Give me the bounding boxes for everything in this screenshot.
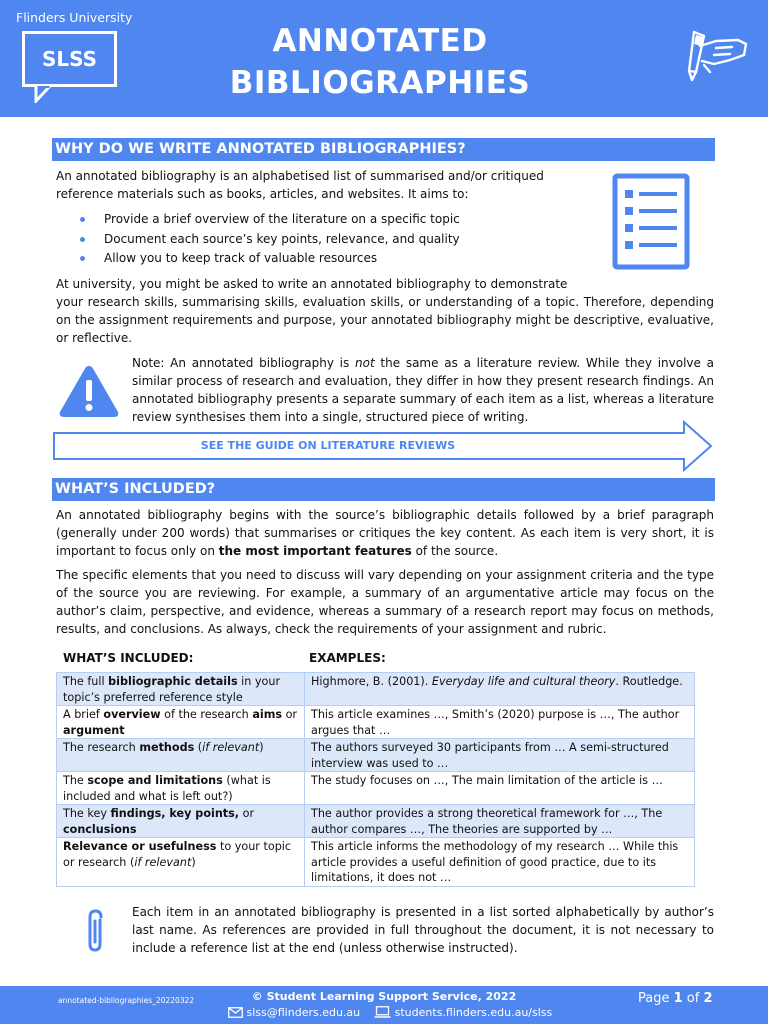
included-cell: Relevance or usefulness to your topic or research (if relevant) (57, 838, 305, 887)
table-body (57, 673, 695, 887)
table-row (57, 706, 695, 739)
table-row (57, 739, 695, 772)
note-emphasis: not (355, 356, 375, 370)
purpose-rest: your research skills, summarising skills, evaluation skills, or understanding of a topic. Therefore, depending on the assignment requirements and purpose, your annotated bibliography might be descriptive, evaluative, or reflective. (56, 295, 714, 345)
slss-logo (22, 31, 117, 87)
key-phrase: the most important features (218, 544, 412, 558)
list-item: Document each source’s key points, relevance, and quality (79, 230, 460, 250)
example-cell: The study focuses on …, The main limitation of the article is … (305, 772, 695, 805)
paperclip-icon (84, 908, 108, 954)
closing-paragraph: Each item in an annotated bibliography is presented in a list sorted alphabetically by author’s last name. As references are provided in full throughout the document, it is not necessary to include a reference list at the end (unless otherwise instructed). (132, 905, 714, 955)
included-cell: The key findings, key points, or conclusions (57, 805, 305, 838)
included-cell: The scope and limitations (what is included and what is left out?) (57, 772, 305, 805)
slss-logo-text: SLSS (41, 47, 98, 71)
page-footer (0, 986, 768, 1024)
included-paragraph-1: An annotated bibliography begins with the source’s bibliographic details followed by a brief paragraph (generally under 200 words) that summarises or critiques the key content. As each item is very short, it is important to focus only on the most important features of the source. (56, 508, 714, 558)
section-heading-included: WHAT’S INCLUDED? (52, 478, 715, 501)
email-link[interactable]: slss@flinders.edu.au (246, 1006, 361, 1019)
title-line-1: ANNOTATED (272, 23, 488, 59)
table-row (57, 673, 695, 706)
contact-line (228, 1006, 553, 1019)
purpose-line-1: At university, you might be asked to write an annotated bibliography to demonstrate (56, 277, 568, 291)
checklist-icon (612, 173, 690, 270)
intro-paragraph (56, 167, 578, 203)
literature-review-guide-link[interactable] (52, 420, 713, 472)
intro-line-2: reference materials such as books, articles, and websites. It aims to: (56, 187, 469, 201)
website-link[interactable]: students.flinders.edu.au/slss (394, 1006, 553, 1019)
page-title (184, 20, 576, 104)
example-cell: This article examines …, Smith’s (2020) purpose is …, The author argues that … (305, 706, 695, 739)
laptop-icon (374, 1006, 391, 1018)
note-paragraph: Note: An annotated bibliography is not the same as a literature review. While they involve a similar process of research and evaluation, they differ in how they present research findings. An annotated bibliography presents a separate summary of each item as a list, whereas a literature review synthesises them into a single, structured piece of writing. (132, 356, 714, 424)
aims-list (79, 210, 460, 269)
included-paragraph-2: The specific elements that you need to discuss will vary depending on your assignment criteria and the type of the source you are reviewing. For example, a summary of an argumentative article may focus on the author’s claim, perspective, and evidence, whereas a summary of a research report may focus on methods, results, and conclusions. As always, check the requirements of your assignment and rubric. (56, 568, 714, 636)
title-line-2: BIBLIOGRAPHIES (229, 65, 531, 101)
page-header (0, 0, 768, 117)
column-header-examples: EXAMPLES: (309, 651, 386, 665)
envelope-icon (228, 1007, 243, 1018)
example-cell: This article informs the methodology of my research … While this article provides a useful definition of good practice, due to its limitations, it does not … (305, 838, 695, 887)
included-cell: The full bibliographic details in your topic’s preferred reference style (57, 673, 305, 706)
intro-line-1: An annotated bibliography is an alphabetised list of summarised and/or critiqued (56, 169, 544, 183)
included-cell: A brief overview of the research aims or argument (57, 706, 305, 739)
total-pages: 2 (703, 991, 713, 1006)
guide-link-label: SEE THE GUIDE ON LITERATURE REVIEWS (200, 439, 456, 452)
list-item: Allow you to keep track of valuable resources (79, 249, 460, 269)
table-row (57, 838, 695, 887)
example-cell: Highmore, B. (2001). Everyday life and cultural theory. Routledge. (305, 673, 695, 706)
table-row (57, 772, 695, 805)
table-row (57, 805, 695, 838)
example-cell: The authors surveyed 30 participants from … A semi-structured interview was used to … (305, 739, 695, 772)
document-filename: annotated-bibliographies_20220322 (58, 996, 195, 1005)
warning-icon (58, 364, 120, 419)
hand-writing-icon (680, 28, 750, 90)
list-item: Provide a brief overview of the literature on a specific topic (79, 210, 460, 230)
purpose-paragraph (56, 275, 714, 347)
included-examples-table (56, 672, 695, 887)
page-indicator: Page 1 of 2 (638, 991, 713, 1006)
university-name: Flinders University (16, 10, 133, 25)
copyright-notice: © Student Learning Support Service, 2022 (251, 990, 517, 1003)
column-header-included: WHAT’S INCLUDED: (63, 651, 194, 665)
current-page: 1 (673, 991, 683, 1006)
included-cell: The research methods (if relevant) (57, 739, 305, 772)
example-cell: The author provides a strong theoretical framework for …, The author compares …, The theories are supported by … (305, 805, 695, 838)
speech-bubble-tail-icon (30, 86, 52, 103)
section-heading-why: WHY DO WE WRITE ANNOTATED BIBLIOGRAPHIES? (52, 138, 715, 161)
